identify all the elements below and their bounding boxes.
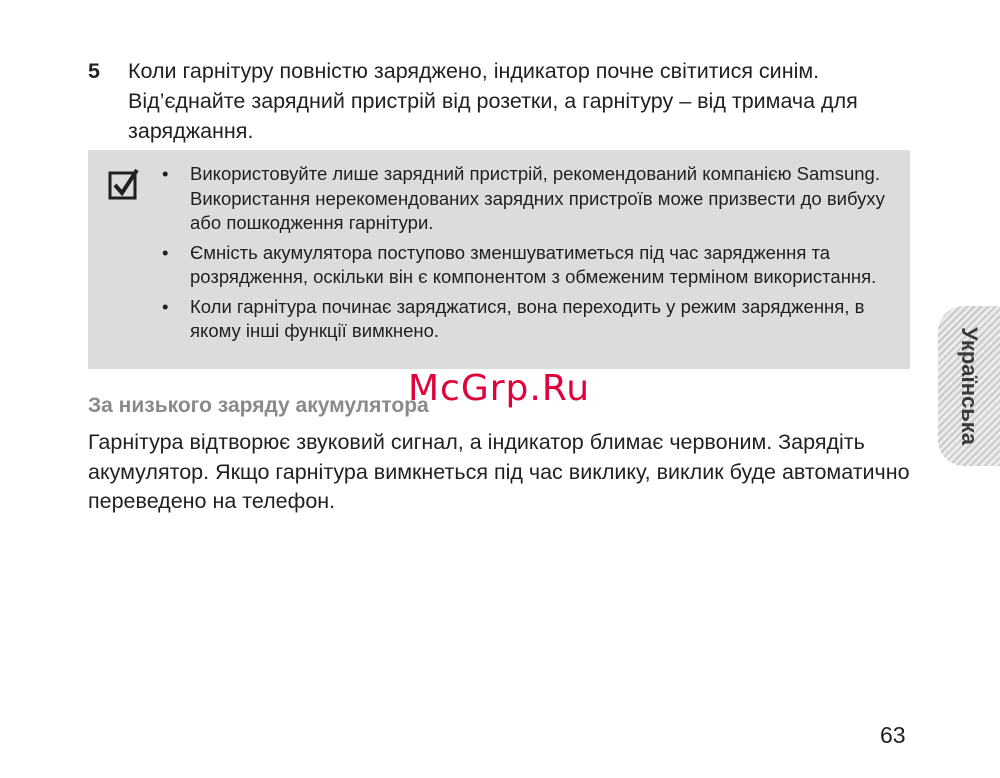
section-paragraph: Гарнітура відтворює звуковий сигнал, а індикатор блимає червоним. Зарядіть акумулятор. Якщо гарнітура вимкнеться під час виклику, виклик буде автоматично переведено на телефон. [88,430,910,513]
bullet: • [162,241,169,263]
section-title: За низького заряду акумулятора [88,394,429,417]
language-label: Українська [957,326,982,446]
note-item [160,295,900,344]
checkbox-check-icon [108,168,140,200]
bullet: • [162,295,169,317]
page-number: 63 [880,722,906,748]
note-item-text: Коли гарнітура починає заряджатися, вона переходить у режим зарядження, в якому інші функції вимкнено. [190,295,865,341]
step-number: 5 [88,59,100,83]
note-item-text: Використовуйте лише зарядний пристрій, рекомендований компанією Samsung. Використання нерекомендованих зарядних пристроїв може призвести до вибуху або пошкодження гарнітури. [190,163,885,233]
note-item [160,162,900,236]
note-list [160,162,900,349]
note-box [88,150,910,369]
language-side-tab [938,306,1000,466]
step-text: Коли гарнітуру повністю заряджено, індикатор почне світитися синім. Від’єднайте зарядний пристрій від розетки, а гарнітуру – від тримача для заряджання. [128,59,858,143]
note-item-text: Ємність акумулятора поступово зменшуватиметься під час зарядження та розрядження, оскільки він є компонентом з обмеженим терміном використання. [190,241,877,287]
note-item [160,241,900,290]
watermark: McGrp.Ru [408,368,591,409]
bullet: • [162,163,169,184]
